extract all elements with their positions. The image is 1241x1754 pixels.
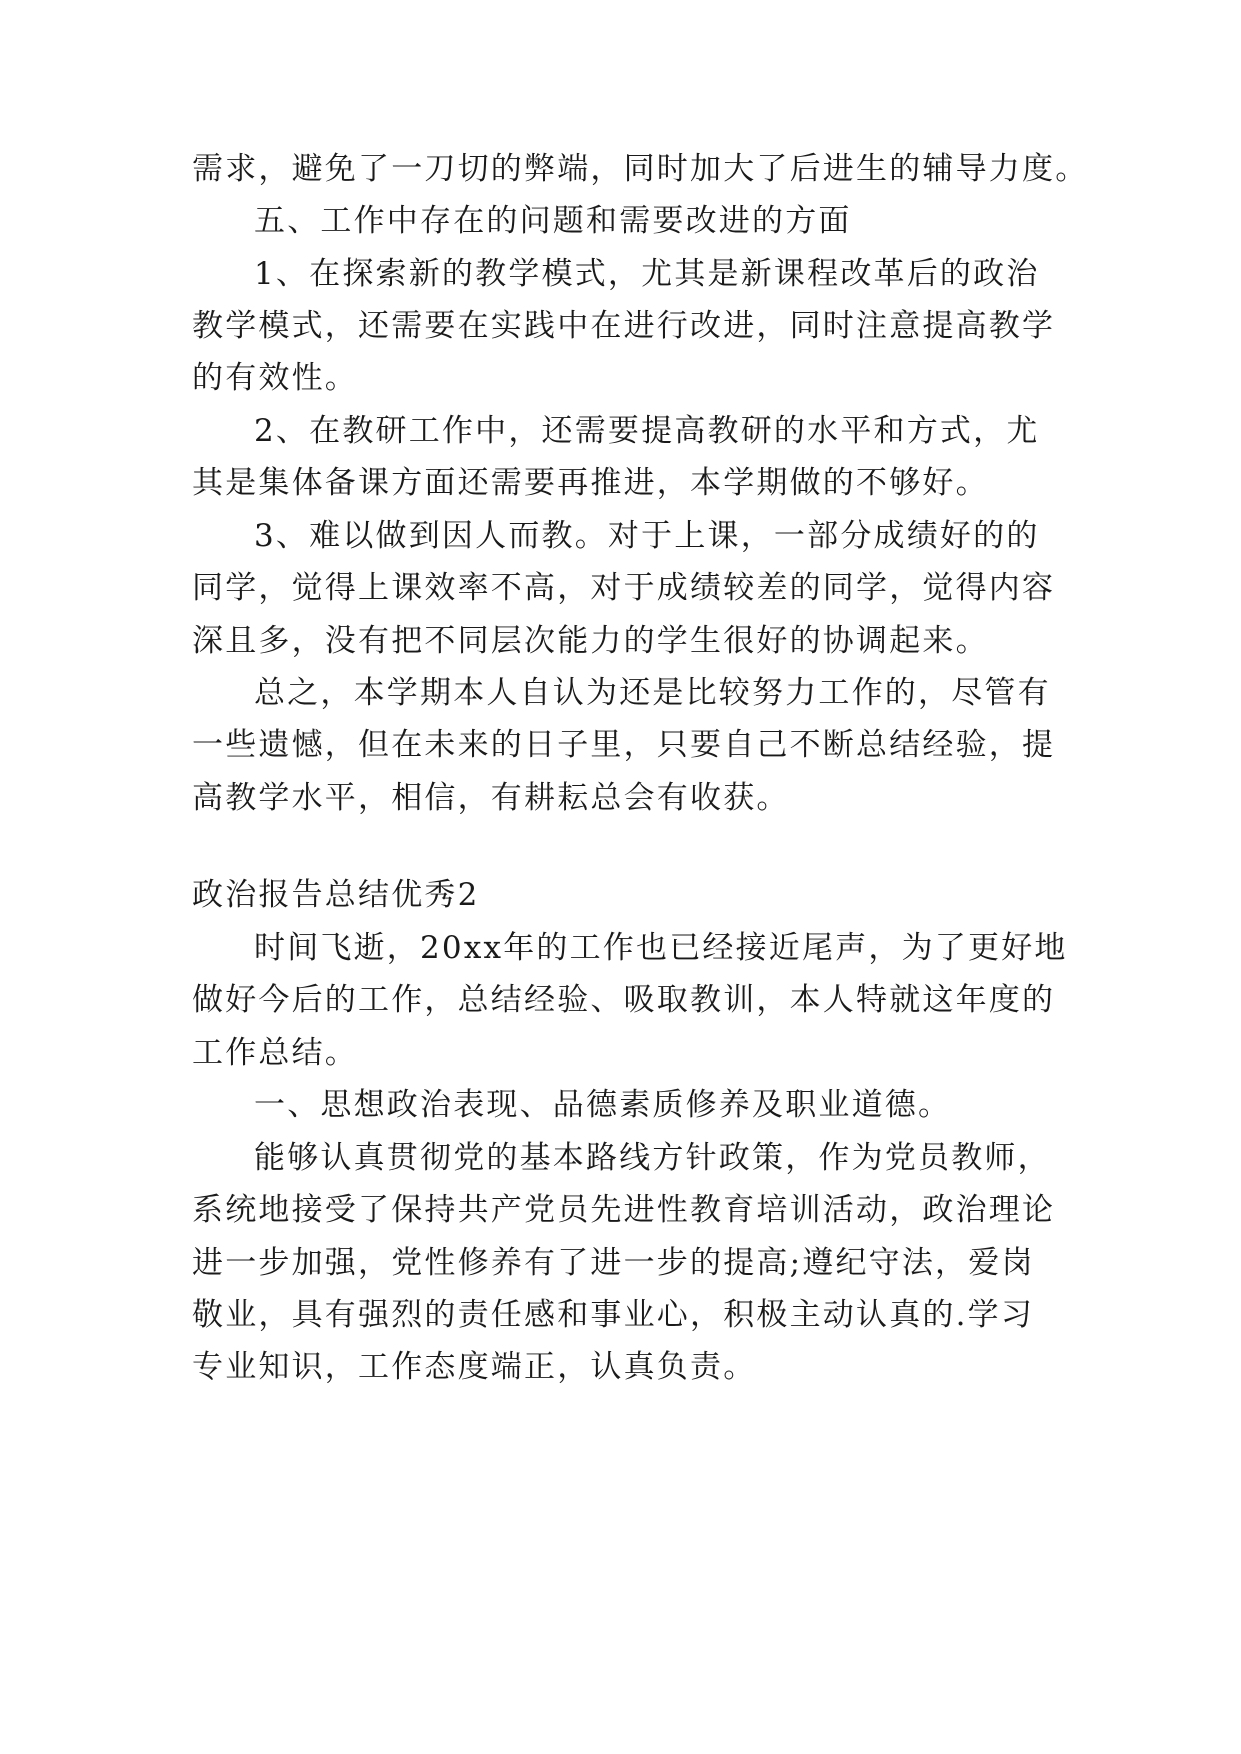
paragraph-item-3-line-1: 3、难以做到因人而教。对于上课，一部分成绩好的的 [254, 518, 1040, 554]
paragraph-item-2-line-2: 其是集体备课方面还需要再推进，本学期做的不够好。 [192, 465, 989, 501]
paragraph-intro-line-2: 做好今后的工作，总结经验、吸取教训，本人特就这年度的 [192, 982, 1056, 1018]
paragraph-summary-line-2: 一些遗憾，但在未来的日子里，只要自己不断总结经验，提 [192, 727, 1056, 763]
paragraph-item-1-line-3: 的有效性。 [192, 360, 358, 396]
section-title: 政治报告总结优秀2 [192, 877, 480, 913]
paragraph-body-line-5: 专业知识，工作态度端正，认真负责。 [192, 1349, 757, 1385]
paragraph-item-1-line-2: 教学模式，还需要在实践中在进行改进，同时注意提高教学 [192, 308, 1056, 344]
section-heading-five: 五、工作中存在的问题和需要改进的方面 [254, 203, 852, 239]
paragraph-intro-line-1: 时间飞逝，20xx年的工作也已经接近尾声，为了更好地 [254, 930, 1068, 966]
paragraph-summary-line-1: 总之，本学期本人自认为还是比较努力工作的，尽管有 [254, 675, 1051, 711]
paragraph-intro-line-3: 工作总结。 [192, 1035, 358, 1071]
paragraph-item-2-line-1: 2、在教研工作中，还需要提高教研的水平和方式，尤 [254, 413, 1040, 449]
paragraph-summary-line-3: 高教学水平，相信，有耕耘总会有收获。 [192, 780, 790, 816]
paragraph-body-line-2: 系统地接受了保持共产党员先进性教育培训活动，政治理论 [192, 1192, 1056, 1228]
paragraph-body-line-3: 进一步加强，党性修养有了进一步的提高;遵纪守法，爱岗 [192, 1245, 1035, 1281]
paragraph-body-line-1: 能够认真贯彻党的基本路线方针政策，作为党员教师， [254, 1140, 1051, 1176]
paragraph-body-line-4: 敬业，具有强烈的责任感和事业心，积极主动认真的.学习 [192, 1297, 1035, 1333]
paragraph-item-3-line-2: 同学，觉得上课效率不高，对于成绩较差的同学，觉得内容 [192, 570, 1056, 606]
paragraph-item-1-line-1: 1、在探索新的教学模式，尤其是新课程改革后的政治 [254, 256, 1040, 292]
paragraph-continuation-line: 需求，避免了一刀切的弊端，同时加大了后进生的辅导力度。 [192, 151, 1089, 187]
section-heading-one: 一、思想政治表现、品德素质修养及职业道德。 [254, 1087, 952, 1123]
paragraph-item-3-line-3: 深且多，没有把不同层次能力的学生很好的协调起来。 [192, 623, 989, 659]
